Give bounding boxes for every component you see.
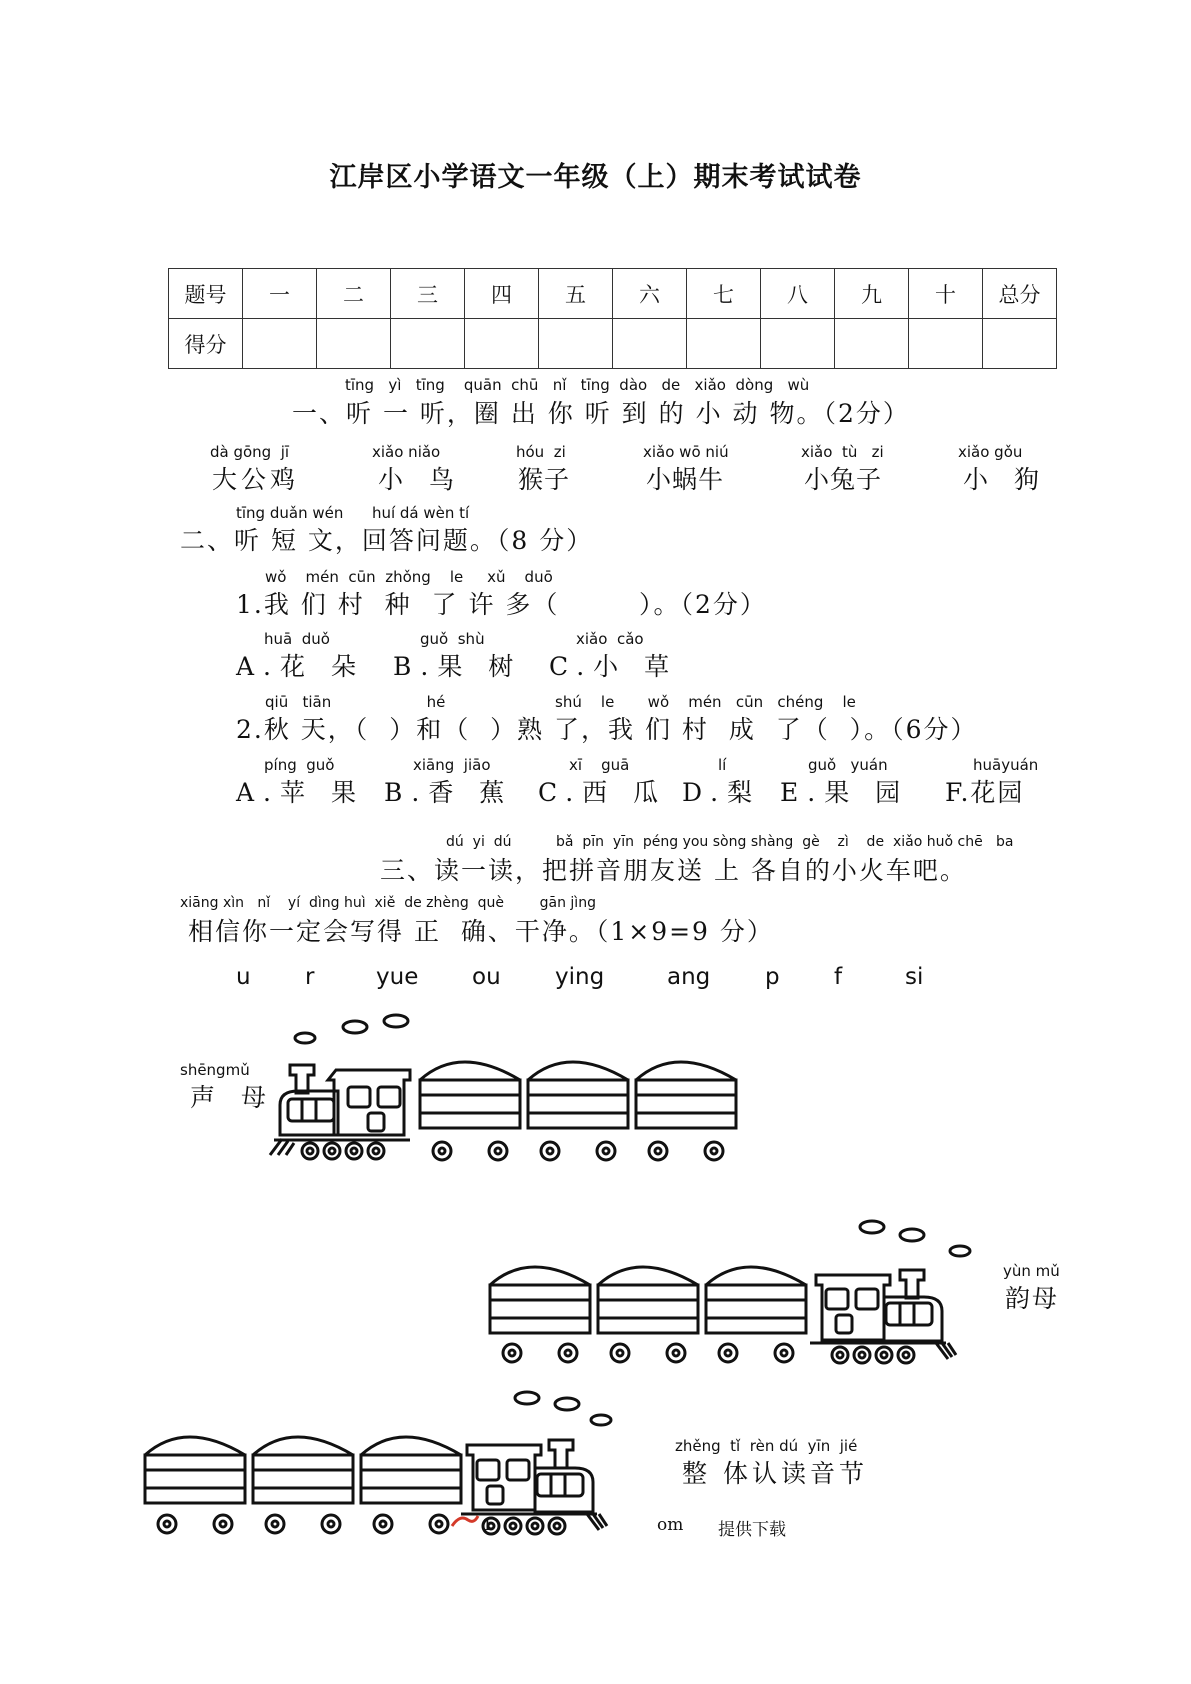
q2-option-pinyin: guǒ yuán bbox=[808, 756, 888, 774]
train-car bbox=[528, 1062, 628, 1160]
animal-pinyin: dà gōng jī bbox=[210, 443, 290, 461]
train-label-pinyin: yùn mǔ bbox=[1003, 1262, 1060, 1280]
score-header-cell: 六 bbox=[613, 269, 687, 319]
section3-pinyin: dú yi dú bǎ pīn yīn péng you sòng shàng gè zì de xiǎo huǒ chē ba bbox=[446, 834, 1014, 850]
page-title: 江岸区小学语文一年级（上）期末考试试卷 bbox=[329, 162, 862, 193]
score-cell[interactable] bbox=[243, 319, 317, 369]
score-header-cell: 三 bbox=[391, 269, 465, 319]
animal-pinyin: xiǎo gǒu bbox=[958, 443, 1023, 461]
steam-puff bbox=[591, 1415, 611, 1425]
section3-instruction: 相信你一定会写得 正 确、干净。（1×9=9 分） bbox=[188, 917, 774, 946]
q1-option-pinyin: huā duǒ bbox=[264, 630, 330, 648]
section1-heading: 一、听 一 听，圈 出 你 听 到 的 小 动 物。（2分） bbox=[292, 399, 910, 428]
animal-pinyin: xiǎo wō niú bbox=[643, 443, 729, 461]
score-cell[interactable] bbox=[909, 319, 983, 369]
q2-option[interactable]: A.苹 果 bbox=[236, 778, 365, 807]
watermark-logo-icon bbox=[450, 1512, 480, 1532]
train-car bbox=[145, 1437, 245, 1533]
score-header-cell: 九 bbox=[835, 269, 909, 319]
score-cell[interactable] bbox=[687, 319, 761, 369]
footer-domain-fragment: om bbox=[657, 1515, 684, 1535]
score-cell[interactable] bbox=[613, 319, 687, 369]
animal-pinyin: xiǎo tù zi bbox=[801, 443, 884, 461]
pinyin-card[interactable]: u bbox=[236, 964, 251, 990]
train-car bbox=[420, 1062, 520, 1160]
q1-option[interactable]: C.小 草 bbox=[549, 652, 679, 681]
pinyin-card[interactable]: ying bbox=[555, 964, 605, 990]
score-header-cell: 一 bbox=[243, 269, 317, 319]
score-row-label: 得分 bbox=[169, 319, 243, 369]
pinyin-card[interactable]: f bbox=[834, 964, 843, 990]
steam-puff bbox=[515, 1392, 539, 1404]
q1-option-pinyin: guǒ shù bbox=[420, 630, 485, 648]
animal-option[interactable]: 猴子 bbox=[518, 465, 571, 494]
train-car bbox=[636, 1062, 736, 1160]
engine bbox=[810, 1270, 956, 1363]
train-car bbox=[490, 1267, 590, 1362]
train-label-pinyin: shēngmǔ bbox=[180, 1061, 250, 1079]
pinyin-card[interactable]: ou bbox=[472, 964, 501, 990]
animal-option[interactable]: 小 狗 bbox=[963, 465, 1048, 494]
score-cell[interactable] bbox=[761, 319, 835, 369]
pinyin-card[interactable]: ang bbox=[667, 964, 711, 990]
section3-pinyin2: xiāng xìn nǐ yí dìng huì xiě de zhèng què gān jìng bbox=[180, 895, 596, 911]
score-header-cell: 七 bbox=[687, 269, 761, 319]
footer-download-text: 提供下载 bbox=[718, 1520, 786, 1540]
score-header-cell: 十 bbox=[909, 269, 983, 319]
score-cell[interactable] bbox=[465, 319, 539, 369]
q2-option[interactable]: B.香 蕉 bbox=[384, 778, 514, 807]
q1-text: 1.我 们 村 种 了 许 多（ ）。（2分） bbox=[236, 590, 767, 619]
animal-option[interactable]: 小蜗牛 bbox=[646, 465, 725, 494]
steam-puff bbox=[295, 1033, 315, 1043]
steam-puff bbox=[860, 1221, 884, 1233]
q2-option-pinyin: xī guā bbox=[569, 756, 630, 774]
animal-pinyin: xiǎo niǎo bbox=[372, 443, 441, 461]
train-car bbox=[706, 1267, 806, 1362]
q2-option-pinyin: xiāng jiāo bbox=[413, 756, 491, 774]
section3-heading: 三、读一读，把拼音朋友送 上 各自的小火车吧。 bbox=[380, 856, 967, 885]
steam-puff bbox=[343, 1021, 367, 1033]
pinyin-card[interactable]: si bbox=[905, 964, 924, 990]
pinyin-card[interactable]: yue bbox=[376, 964, 419, 990]
train-yunmu bbox=[490, 1215, 1010, 1365]
pinyin-card[interactable]: r bbox=[305, 964, 315, 990]
steam-puff bbox=[950, 1246, 970, 1256]
train-car bbox=[253, 1437, 353, 1533]
q2-option[interactable]: D.梨 bbox=[682, 778, 762, 807]
animal-pinyin: hóu zi bbox=[516, 443, 566, 461]
q1-option[interactable]: B.果 树 bbox=[393, 652, 523, 681]
train-label-yunmu: 韵母 bbox=[1005, 1284, 1060, 1313]
train-car bbox=[361, 1437, 461, 1533]
pinyin-card[interactable]: p bbox=[765, 964, 780, 990]
q2-option-pinyin: píng guǒ bbox=[264, 756, 335, 774]
score-header-cell: 五 bbox=[539, 269, 613, 319]
train-label-pinyin: zhěng tǐ rèn dú yīn jié bbox=[675, 1437, 858, 1455]
steam-puff bbox=[384, 1015, 408, 1027]
q1-option-pinyin: xiǎo cǎo bbox=[576, 630, 644, 648]
train-shengmu bbox=[270, 1015, 790, 1165]
engine bbox=[270, 1065, 410, 1159]
train-zhengti bbox=[145, 1390, 665, 1540]
train-car bbox=[598, 1267, 698, 1362]
score-table-score-row bbox=[169, 319, 1057, 369]
score-header-cell: 八 bbox=[761, 269, 835, 319]
score-cell[interactable] bbox=[835, 319, 909, 369]
score-cell[interactable] bbox=[317, 319, 391, 369]
train-label-shengmu: 声 母 bbox=[190, 1083, 275, 1112]
q2-option[interactable]: E.果 园 bbox=[780, 778, 910, 807]
score-cell[interactable] bbox=[983, 319, 1057, 369]
steam-puff bbox=[555, 1398, 579, 1410]
animal-option[interactable]: 大公鸡 bbox=[212, 465, 300, 494]
section2-heading: 二、听 短 文，回答问题。（8 分） bbox=[180, 526, 594, 555]
score-cell[interactable] bbox=[391, 319, 465, 369]
score-table bbox=[168, 268, 1057, 369]
steam-puff bbox=[900, 1229, 924, 1241]
q2-option[interactable]: F.花园 bbox=[945, 778, 1025, 807]
section1-pinyin: tīng yì tīng quān chū nǐ tīng dào de xiǎo dòng wù bbox=[345, 376, 810, 394]
score-header-cell: 四 bbox=[465, 269, 539, 319]
animal-option[interactable]: 小兔子 bbox=[804, 465, 883, 494]
q1-pinyin: wǒ mén cūn zhǒng le xǔ duō bbox=[265, 568, 553, 586]
score-cell[interactable] bbox=[539, 319, 613, 369]
train-label-zhengti: 整 体认读音节 bbox=[682, 1459, 868, 1488]
animal-option[interactable]: 小 鸟 bbox=[378, 465, 463, 494]
score-header-cell: 题号 bbox=[169, 269, 243, 319]
score-table-header-row bbox=[169, 269, 1057, 319]
q2-text: 2.秋 天，（ ）和（ ）熟 了，我 们 村 成 了（ ）。（6分） bbox=[236, 715, 978, 744]
q2-option-pinyin: huāyuán bbox=[973, 756, 1039, 774]
q1-option[interactable]: A.花 朵 bbox=[236, 652, 365, 681]
footer-page-number: 1 bbox=[482, 1515, 493, 1535]
q2-option-pinyin: lí bbox=[718, 756, 727, 774]
score-header-cell: 二 bbox=[317, 269, 391, 319]
q2-pinyin: qiū tiān hé shú le wǒ mén cūn chéng le bbox=[265, 693, 856, 711]
score-header-cell: 总分 bbox=[983, 269, 1057, 319]
section2-pinyin: tīng duǎn wén huí dá wèn tí bbox=[236, 504, 470, 522]
q2-option[interactable]: C.西 瓜 bbox=[538, 778, 668, 807]
